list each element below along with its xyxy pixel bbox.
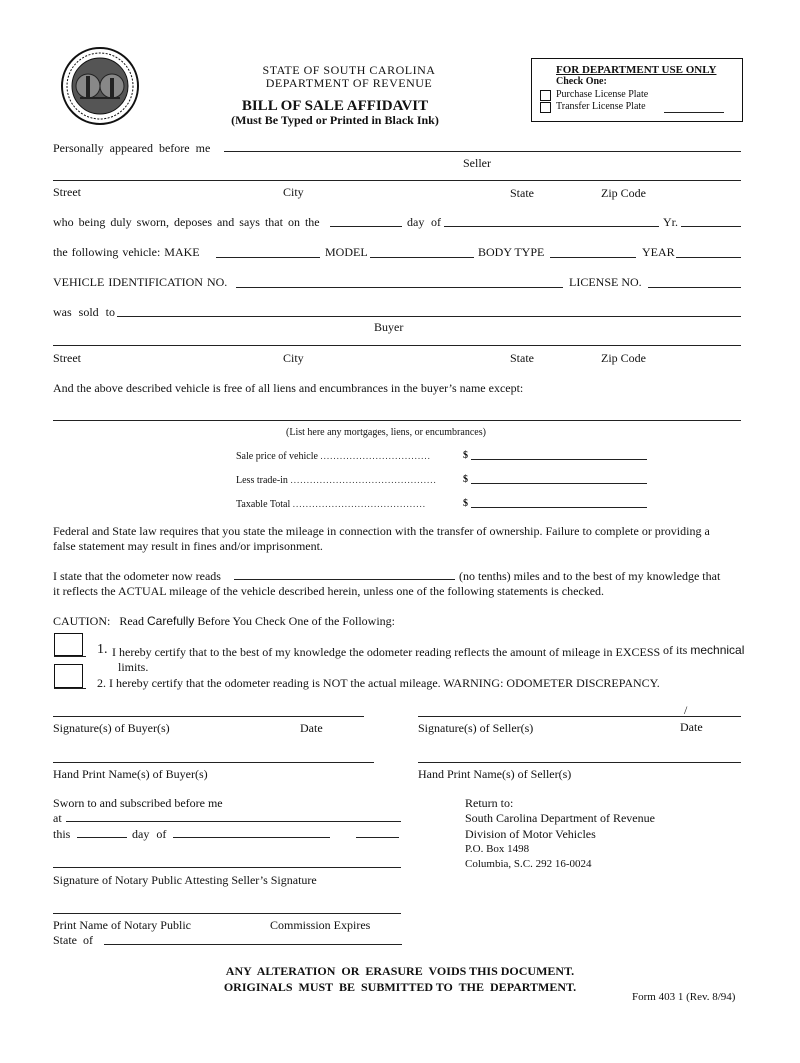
transfer-plate-label: Transfer License Plate xyxy=(556,101,646,112)
return-line-4: Columbia, S.C. 292 16-0024 xyxy=(465,858,592,870)
purchase-plate-checkbox[interactable] xyxy=(540,90,551,101)
discrepancy-checkbox[interactable] xyxy=(54,664,83,688)
liens-text: And the above described vehicle is free of all liens and encumbrances in the buyer’s name except: xyxy=(53,381,524,395)
statement-1-limits: limits. xyxy=(118,660,149,674)
buyer-signature-label: Signature(s) of Buyer(s) xyxy=(53,721,170,735)
notary-print-line[interactable] xyxy=(53,913,401,914)
seller-signature-line[interactable] xyxy=(418,716,741,717)
taxable-text: Taxable Total xyxy=(236,499,291,510)
vin-line[interactable] xyxy=(236,287,563,288)
buyer-date-label: Date xyxy=(300,721,323,735)
odometer-text-2: it reflects the ACTUAL mileage of the vehicle described herein, unless one of the following statements is checked. xyxy=(53,584,605,598)
transfer-plate-line[interactable] xyxy=(664,112,724,113)
license-line[interactable] xyxy=(648,287,741,288)
buyer-city-label: City xyxy=(283,351,304,365)
dept-box-title: FOR DEPARTMENT USE ONLY xyxy=(556,64,717,76)
seller-zip-label: Zip Code xyxy=(601,186,646,200)
trade-in-leader: ............................................. xyxy=(290,475,437,485)
notary-state-line[interactable] xyxy=(104,944,402,945)
statement-1-text: I hereby certify that to the best of my knowledge the odometer reading reflects the amount of mileage in EXCESS xyxy=(112,645,661,659)
buyer-address-line[interactable] xyxy=(53,345,741,346)
return-line-3: P.O. Box 1498 xyxy=(465,843,530,855)
form-number: Form 403 1 (Rev. 8/94) xyxy=(632,991,736,1003)
notary-at-label: at xyxy=(53,811,62,825)
notary-signature-line[interactable] xyxy=(53,867,401,868)
sale-price-line[interactable] xyxy=(471,459,647,460)
sworn-text: who being duly sworn, deposes and says that on the xyxy=(53,215,320,229)
buyer-print-line[interactable] xyxy=(53,762,374,763)
sold-to-label: was sold to xyxy=(53,305,115,319)
sworn-day-line[interactable] xyxy=(330,226,402,227)
return-line-1: South Carolina Department of Revenue xyxy=(465,811,655,825)
seller-city-label: City xyxy=(283,185,304,199)
vehicle-body-label: BODY TYPE xyxy=(478,245,545,259)
state-seal xyxy=(60,46,140,126)
notary-sworn-label: Sworn to and subscribed before me xyxy=(53,796,223,810)
commission-label: Commission Expires xyxy=(270,918,371,932)
notary-year-line[interactable] xyxy=(356,837,399,838)
statement-1-mechnical: mechnical xyxy=(690,643,745,657)
taxable-line[interactable] xyxy=(471,507,647,508)
seller-print-label: Hand Print Name(s) of Seller(s) xyxy=(418,767,572,781)
return-label: Return to: xyxy=(465,796,514,810)
seller-street-label: Street xyxy=(53,185,81,199)
taxable-dollar: $ xyxy=(463,498,468,509)
odometer-tail: (no tenths) miles and to the best of my knowledge that xyxy=(459,569,721,583)
notary-state-label: State of xyxy=(53,933,93,947)
sworn-yr-label: Yr. xyxy=(663,215,678,229)
footer-warning-1: ANY ALTERATION OR ERASURE VOIDS THIS DOCUMENT. xyxy=(225,964,575,978)
caution-line xyxy=(53,614,395,629)
transfer-plate-checkbox[interactable] xyxy=(540,102,551,113)
law-text-1: Federal and State law requires that you state the mileage in connection with the transfer of ownership. Failure to complete or providing a xyxy=(53,524,710,538)
sworn-year-line[interactable] xyxy=(681,226,741,227)
sworn-month-line[interactable] xyxy=(444,226,659,227)
seller-address-line[interactable] xyxy=(53,180,741,181)
seller-state-label: State xyxy=(510,186,534,200)
return-line-2: Division of Motor Vehicles xyxy=(465,827,596,841)
notary-signature-label: Signature of Notary Public Attesting Seller’s Signature xyxy=(53,873,317,887)
year-line[interactable] xyxy=(676,257,741,258)
department-name: DEPARTMENT OF REVENUE xyxy=(265,76,433,90)
state-name: STATE OF SOUTH CAROLINA xyxy=(262,63,436,77)
license-label: LICENSE NO. xyxy=(569,275,642,289)
sale-dollar: $ xyxy=(463,450,468,461)
buyer-print-label: Hand Print Name(s) of Buyer(s) xyxy=(53,767,208,781)
vin-label: VEHICLE IDENTIFICATION NO. xyxy=(53,275,228,289)
notary-day-line[interactable] xyxy=(77,837,127,838)
caution-read: Read xyxy=(119,614,144,628)
model-line[interactable] xyxy=(370,257,474,258)
excess-checkbox[interactable] xyxy=(54,633,83,656)
taxable-leader: ......................................... xyxy=(292,499,426,509)
sold-to-line[interactable] xyxy=(117,316,741,317)
seller-date-slash: / xyxy=(684,703,688,717)
odometer-label: I state that the odometer now reads xyxy=(53,569,221,583)
personally-appeared-label: Personally appeared before me xyxy=(53,141,211,155)
notary-at-line[interactable] xyxy=(66,821,401,822)
caution-label: CAUTION: xyxy=(53,614,111,628)
excess-check-line xyxy=(54,656,86,657)
vehicle-make-label: the following vehicle: MAKE xyxy=(53,245,200,259)
trade-in-text: Less trade-in xyxy=(236,475,288,486)
notary-month-line[interactable] xyxy=(173,837,330,838)
vehicle-year-label: YEAR xyxy=(642,245,675,259)
notary-print-label: Print Name of Notary Public xyxy=(53,918,191,932)
notary-this-label: this xyxy=(53,827,71,841)
law-text-2: false statement may result in fines and/or imprisonment. xyxy=(53,539,323,553)
body-type-line[interactable] xyxy=(550,257,636,258)
odometer-line[interactable] xyxy=(234,579,455,580)
statement-1-num: 1. xyxy=(97,642,108,657)
sale-price-leader: .................................. xyxy=(320,451,431,461)
form-subtitle: (Must Be Typed or Printed in Black Ink) xyxy=(231,113,439,127)
purchase-plate-label: Purchase License Plate xyxy=(556,89,649,100)
liens-note: (List here any mortgages, liens, or encumbrances) xyxy=(286,427,486,438)
sale-price-text: Sale price of vehicle xyxy=(236,451,318,462)
buyer-street-label: Street xyxy=(53,351,81,365)
appeared-line[interactable] xyxy=(224,151,741,152)
seller-date-label: Date xyxy=(680,720,703,734)
sale-price-label xyxy=(236,451,431,462)
buyer-label: Buyer xyxy=(374,320,404,334)
seller-print-line[interactable] xyxy=(418,762,741,763)
taxable-label xyxy=(236,499,426,510)
vehicle-model-label: MODEL xyxy=(325,245,368,259)
statement-2-text: 2. I hereby certify that the odometer reading is NOT the actual mileage. WARNING: ODOMETER DISCREPANCY. xyxy=(97,676,660,690)
caution-carefully: Carefully xyxy=(146,614,195,628)
trade-in-label xyxy=(236,475,437,486)
footer-warning-2: ORIGINALS MUST BE SUBMITTED TO THE DEPARTMENT. xyxy=(223,980,577,994)
seller-label: Seller xyxy=(463,156,491,170)
buyer-state-label: State xyxy=(510,351,534,365)
dept-box-check-one: Check One: xyxy=(556,76,607,87)
sworn-day-label: day xyxy=(407,215,425,229)
caution-rest: Before You Check One of the Following: xyxy=(197,614,395,628)
make-line[interactable] xyxy=(216,257,320,258)
form-title: BILL OF SALE AFFIDAVIT xyxy=(241,98,429,114)
buyer-signature-line[interactable] xyxy=(53,716,364,717)
statement-1-of-its: of its xyxy=(663,643,688,657)
trade-in-line[interactable] xyxy=(471,483,647,484)
sworn-of-label: of xyxy=(431,215,441,229)
discrepancy-check-line xyxy=(54,688,86,689)
notary-day-of-label: day of xyxy=(132,827,167,841)
seller-signature-label: Signature(s) of Seller(s) xyxy=(418,721,534,735)
department-use-box xyxy=(531,58,743,122)
liens-line[interactable] xyxy=(53,420,741,421)
buyer-zip-label: Zip Code xyxy=(601,351,646,365)
trade-dollar: $ xyxy=(463,474,468,485)
statement-1-tail xyxy=(663,643,744,658)
